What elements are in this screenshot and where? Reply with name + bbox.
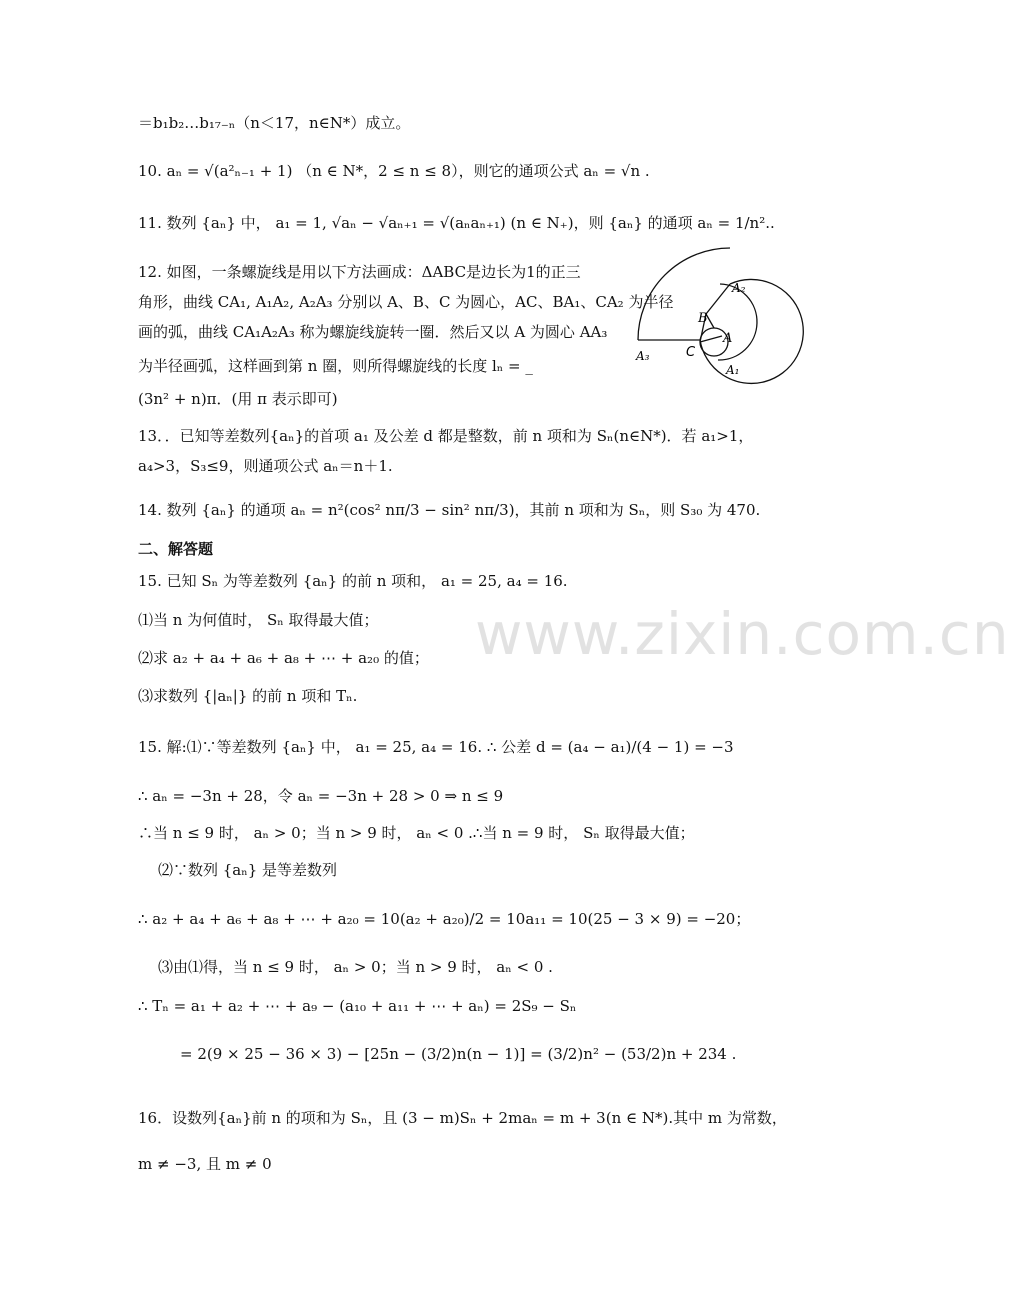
problem-14: 14. 数列 {aₙ} 的通项 aₙ = n²(cos² nπ/3 − sin² nπ/3)，其前 n 项和为 Sₙ，则 S₃₀ 为 470. (138, 501, 761, 519)
solution-line6: ⑶由⑴得，当 n ≤ 9 时， aₙ > 0；当 n > 9 时， aₙ < 0 . (158, 958, 553, 976)
problem-12-line2: 角形，曲线 CA₁, A₁A₂, A₂A₃ 分别以 A、B、C 为圆心，AC、BA₁、CA₂ 为半径 (138, 293, 674, 311)
label-a3: A₃ (636, 349, 650, 363)
label-b: B (698, 311, 708, 326)
problem-11: 11. 数列 {aₙ} 中， a₁ = 1, √aₙ − √aₙ₊₁ = √(aₙaₙ₊₁) (n ∈ N₊)，则 {aₙ} 的通项 aₙ = 1/n².. (138, 214, 775, 232)
solution-line4: ⑵∵数列 {aₙ} 是等差数列 (158, 861, 338, 879)
spiral-figure (630, 262, 790, 382)
label-a2: A₂ (732, 281, 746, 295)
solution-line3: ∴当 n ≤ 9 时， aₙ > 0；当 n > 9 时， aₙ < 0 .∴当 n = 9 时， Sₙ 取得最大值； (138, 824, 695, 842)
problem-15-part2: ⑵求 a₂ + a₄ + a₆ + a₈ + ⋯ + a₂₀ 的值； (138, 649, 429, 667)
spiral-arc-outer (638, 248, 730, 340)
solution-line1: 15. 解:⑴∵等差数列 {aₙ} 中， a₁ = 25, a₄ = 16. ∴ 公差 d = (a₄ − a₁)/(4 − 1) = −3 (138, 738, 734, 756)
radius-line-a2 (706, 284, 730, 314)
section-heading: 二、解答题 (138, 540, 214, 558)
problem-16-line2: m ≠ −3, 且 m ≠ 0 (138, 1155, 272, 1173)
problem-12-line3: 画的弧，曲线 CA₁A₂A₃ 称为螺旋线旋转一圈．然后又以 A 为圆心 AA₃ (138, 323, 608, 341)
problem-13-line1: 13．．已知等差数列{aₙ}的首项 a₁ 及公差 d 都是整数，前 n 项和为 Sₙ(n∈N*)．若 a₁>1， (138, 427, 754, 445)
problem-10: 10. aₙ = √(a²ₙ₋₁ + 1) （n ∈ N*，2 ≤ n ≤ 8），则它的通项公式 aₙ = √n . (138, 162, 650, 180)
solution-line8: = 2(9 × 25 − 36 × 3) − [25n − (3/2)n(n − 1)] = (3/2)n² − (53/2)n + 234 . (180, 1045, 737, 1063)
problem-12-line4: 为半径画弧，这样画到第 n 圈，则所得螺旋线的长度 lₙ = _ (138, 357, 533, 375)
label-c: C (686, 345, 696, 360)
problem-15-part1: ⑴当 n 为何值时， Sₙ 取得最大值； (138, 611, 379, 629)
label-a: A (723, 331, 733, 346)
problem-15-part3: ⑶求数列 {|aₙ|} 的前 n 项和 Tₙ. (138, 687, 358, 705)
solution-line7: ∴ Tₙ = a₁ + a₂ + ⋯ + a₉ − (a₁₀ + a₁₁ + ⋯ + aₙ) = 2S₉ − Sₙ (138, 997, 577, 1015)
watermark: www.zixin.com.cn (475, 600, 1010, 668)
problem-13-line2: a₄>3，S₃≤9，则通项公式 aₙ＝n＋1. (138, 457, 393, 475)
problem-16-line1: 16．设数列{aₙ}前 n 的项和为 Sₙ，且 (3 − m)Sₙ + 2maₙ = m + 3(n ∈ N*).其中 m 为常数， (138, 1109, 787, 1127)
line-continuation: ＝b₁b₂…b₁₇₋ₙ（n＜17，n∈N*）成立。 (138, 114, 411, 132)
problem-15: 15. 已知 Sₙ 为等差数列 {aₙ} 的前 n 项和， a₁ = 25, a₄ = 16. (138, 572, 568, 590)
solution-line2: ∴ aₙ = −3n + 28，令 aₙ = −3n + 28 > 0 ⇒ n ≤ 9 (138, 787, 504, 805)
solution-line5: ∴ a₂ + a₄ + a₆ + a₈ + ⋯ + a₂₀ = 10(a₂ + a₂₀)/2 = 10a₁₁ = 10(25 − 3 × 9) = −20； (138, 910, 751, 928)
triangle-side-ac (700, 336, 722, 342)
spiral-arc-mid (718, 284, 757, 360)
label-a1: A₁ (726, 363, 740, 377)
spiral-arc-big (700, 279, 803, 383)
problem-12-line5: (3n² + n)π．(用 π 表示即可) (138, 390, 338, 408)
problem-12-line1: 12. 如图，一条螺旋线是用以下方法画成：ΔABC是边长为1的正三 (138, 263, 581, 281)
